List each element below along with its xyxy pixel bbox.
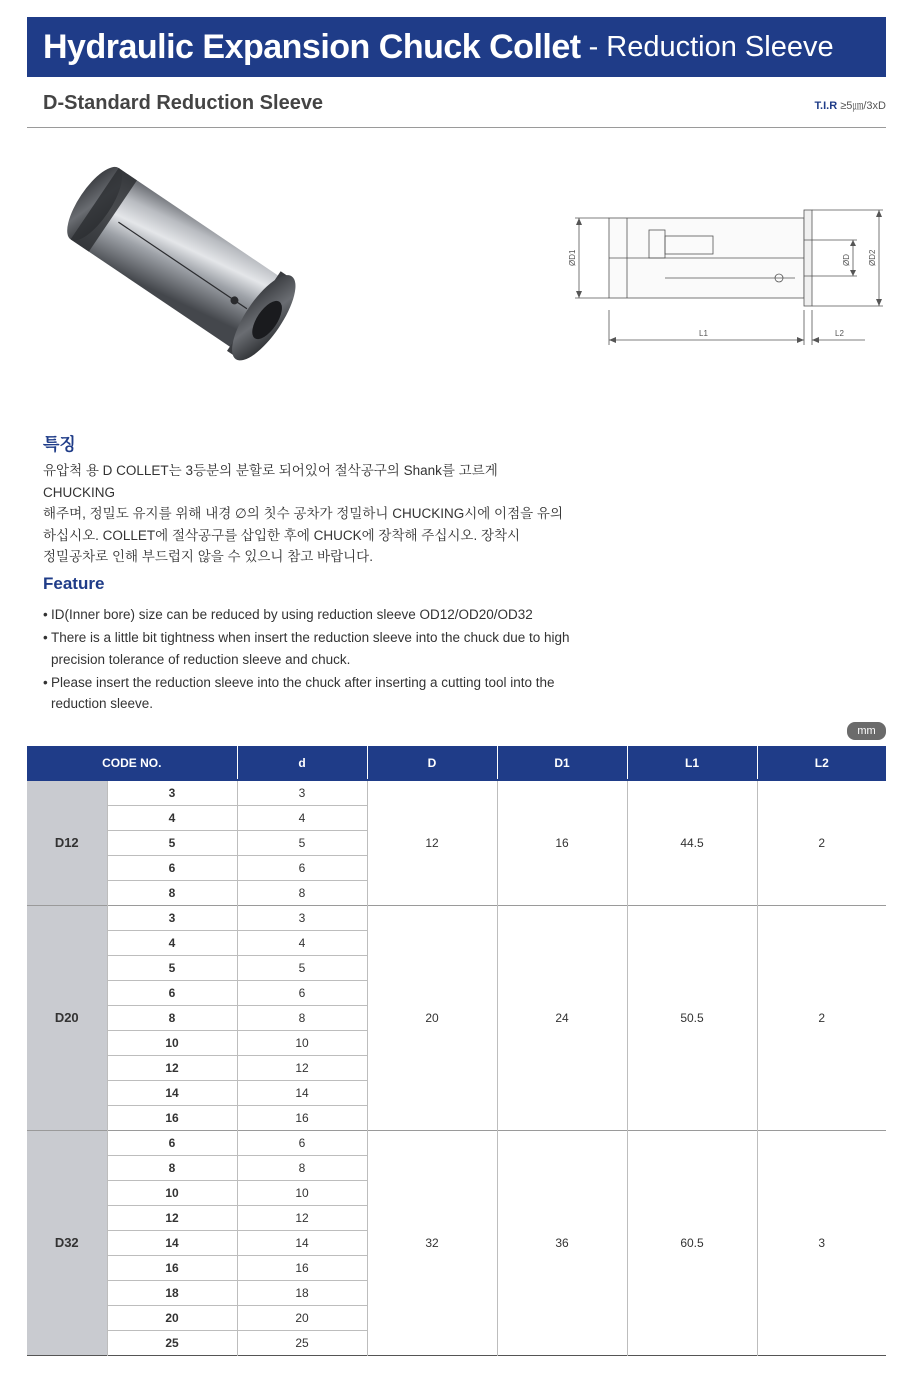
code-cell: 14 bbox=[107, 1230, 237, 1255]
code-cell: 18 bbox=[107, 1280, 237, 1305]
dim-label-l1: L1 bbox=[699, 329, 708, 338]
d-cell: 14 bbox=[237, 1230, 367, 1255]
spec-table-body bbox=[27, 780, 886, 1355]
table-row bbox=[27, 1130, 886, 1155]
feature-list bbox=[43, 604, 573, 716]
d-cell: 8 bbox=[237, 880, 367, 905]
features-kr-line: 하십시오. COLLET에 절삭공구를 삽입한 후에 CHUCK에 장착해 주십시오. 장착시 bbox=[43, 527, 521, 543]
code-cell: 14 bbox=[107, 1080, 237, 1105]
L2-cell: 2 bbox=[757, 780, 886, 905]
D-cell: 12 bbox=[367, 780, 497, 905]
feature-text: There is a little bit tightness when insert the reduction sleeve into the chuck due to high precision tolerance of reduction sleeve and chuck. bbox=[51, 630, 570, 667]
d-cell: 5 bbox=[237, 955, 367, 980]
bullet: • bbox=[43, 674, 48, 690]
d-cell: 14 bbox=[237, 1080, 367, 1105]
unit-badge: mm bbox=[847, 722, 886, 740]
table-row bbox=[27, 905, 886, 930]
code-cell: 16 bbox=[107, 1105, 237, 1130]
D1-cell: 16 bbox=[497, 780, 627, 905]
tir-spec bbox=[815, 97, 886, 113]
table-header-row bbox=[27, 746, 886, 780]
d-cell: 12 bbox=[237, 1205, 367, 1230]
features-kr-line: 해주며, 정밀도 유지를 위해 내경 ∅의 칫수 공차가 정밀하니 CHUCKING시에 이점을 유의 bbox=[43, 506, 563, 521]
D1-cell: 24 bbox=[497, 905, 627, 1130]
tir-value: ≥5㎛/3xD bbox=[840, 100, 886, 112]
header-D: D bbox=[367, 746, 497, 780]
d-cell: 6 bbox=[237, 1130, 367, 1155]
code-cell: 12 bbox=[107, 1205, 237, 1230]
code-cell: 6 bbox=[107, 855, 237, 880]
header-L1: L1 bbox=[627, 746, 757, 780]
d-cell: 3 bbox=[237, 905, 367, 930]
D1-cell: 36 bbox=[497, 1130, 627, 1355]
section-title: D-Standard Reduction Sleeve bbox=[43, 92, 324, 114]
code-cell: 8 bbox=[107, 880, 237, 905]
header-d: d bbox=[237, 746, 367, 780]
d-cell: 6 bbox=[237, 855, 367, 880]
header-D1: D1 bbox=[497, 746, 627, 780]
d-cell: 8 bbox=[237, 1005, 367, 1030]
code-cell: 6 bbox=[107, 1130, 237, 1155]
feature-text: ID(Inner bore) size can be reduced by using reduction sleeve OD12/OD20/OD32 bbox=[51, 607, 533, 622]
header-code-no: CODE NO. bbox=[27, 746, 237, 780]
bullet: • bbox=[43, 630, 48, 645]
code-cell: 6 bbox=[107, 980, 237, 1005]
header-L2: L2 bbox=[757, 746, 886, 780]
d-cell: 4 bbox=[237, 805, 367, 830]
technical-drawing bbox=[565, 200, 890, 350]
d-cell: 25 bbox=[237, 1330, 367, 1355]
d-cell: 20 bbox=[237, 1305, 367, 1330]
code-cell: 3 bbox=[107, 905, 237, 930]
dim-label-d2: ØD2 bbox=[868, 249, 877, 266]
spec-table bbox=[27, 746, 886, 1356]
L2-cell: 3 bbox=[757, 1130, 886, 1355]
d-cell: 16 bbox=[237, 1105, 367, 1130]
d-cell: 8 bbox=[237, 1155, 367, 1180]
code-cell: 5 bbox=[107, 830, 237, 855]
d-cell: 10 bbox=[237, 1030, 367, 1055]
tir-label: T.I.R bbox=[814, 100, 838, 112]
code-cell: 10 bbox=[107, 1030, 237, 1055]
feature-item bbox=[43, 627, 573, 670]
code-cell: 4 bbox=[107, 805, 237, 830]
d-cell: 12 bbox=[237, 1055, 367, 1080]
group-code: D32 bbox=[27, 1130, 107, 1355]
code-cell: 5 bbox=[107, 955, 237, 980]
code-cell: 20 bbox=[107, 1305, 237, 1330]
code-cell: 8 bbox=[107, 1005, 237, 1030]
d-cell: 4 bbox=[237, 930, 367, 955]
product-photo bbox=[45, 150, 335, 385]
table-row bbox=[27, 780, 886, 805]
group-code: D20 bbox=[27, 905, 107, 1130]
d-cell: 18 bbox=[237, 1280, 367, 1305]
L2-cell: 2 bbox=[757, 905, 886, 1130]
code-cell: 4 bbox=[107, 930, 237, 955]
page-subtitle: - Reduction Sleeve bbox=[588, 30, 834, 63]
d-cell: 3 bbox=[237, 780, 367, 805]
dim-label-d: ØD bbox=[842, 254, 851, 266]
D-cell: 32 bbox=[367, 1130, 497, 1355]
features-kr-line: 유압척 용 D COLLET는 3등분의 분할로 되어있어 절삭공구의 Shank를 고르게 CHUCKING bbox=[43, 463, 498, 500]
features-kr-text bbox=[43, 460, 563, 568]
section-header bbox=[27, 88, 886, 128]
features-kr-line: 정밀공차로 인해 부드럽지 않을 수 있으니 참고 바랍니다. bbox=[43, 549, 373, 564]
feature-item bbox=[43, 604, 573, 626]
page-title: Hydraulic Expansion Chuck Collet bbox=[43, 27, 581, 66]
code-cell: 3 bbox=[107, 780, 237, 805]
title-bar bbox=[27, 17, 886, 77]
features-en-heading: Feature bbox=[43, 574, 105, 593]
code-cell: 10 bbox=[107, 1180, 237, 1205]
bullet: • bbox=[43, 607, 48, 622]
D-cell: 20 bbox=[367, 905, 497, 1130]
features-kr-heading: 특징 bbox=[43, 435, 76, 454]
code-cell: 16 bbox=[107, 1255, 237, 1280]
code-cell: 8 bbox=[107, 1155, 237, 1180]
code-cell: 25 bbox=[107, 1330, 237, 1355]
L1-cell: 50.5 bbox=[627, 905, 757, 1130]
group-code: D12 bbox=[27, 780, 107, 905]
L1-cell: 60.5 bbox=[627, 1130, 757, 1355]
d-cell: 6 bbox=[237, 980, 367, 1005]
code-cell: 12 bbox=[107, 1055, 237, 1080]
feature-text: Please insert the reduction sleeve into the chuck after inserting a cutting tool into the reduction sleeve. bbox=[51, 674, 555, 711]
d-cell: 16 bbox=[237, 1255, 367, 1280]
dim-label-d1: ØD1 bbox=[568, 249, 577, 266]
d-cell: 10 bbox=[237, 1180, 367, 1205]
L1-cell: 44.5 bbox=[627, 780, 757, 905]
d-cell: 5 bbox=[237, 830, 367, 855]
dim-label-l2: L2 bbox=[835, 329, 844, 338]
feature-item bbox=[43, 672, 573, 715]
